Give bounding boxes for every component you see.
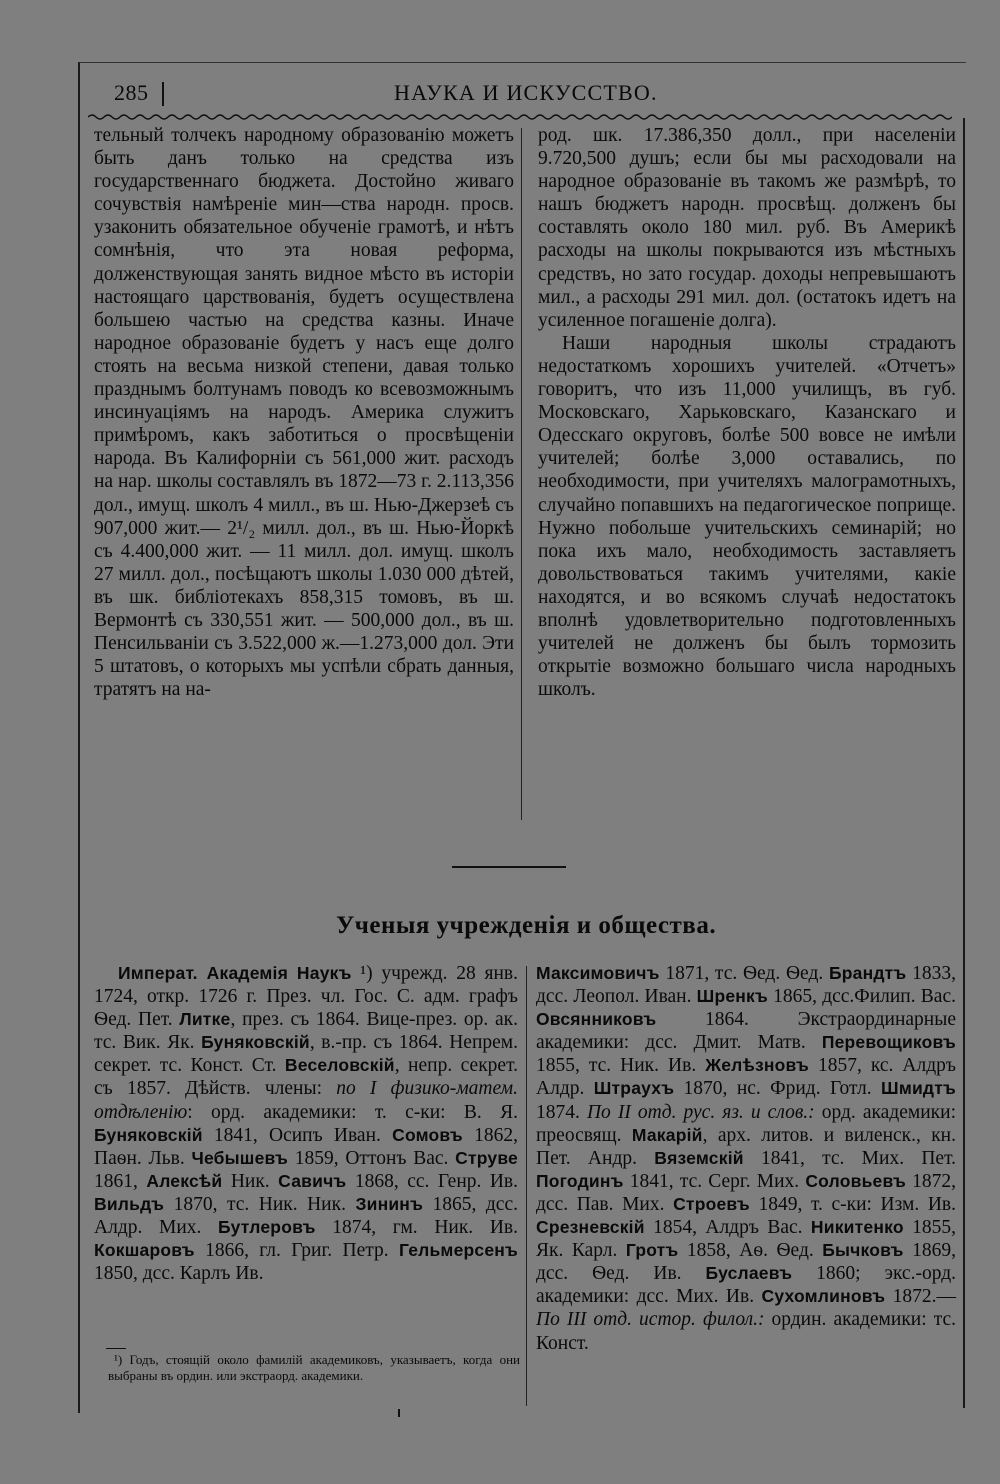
name-bold: Погодинъ (536, 1170, 624, 1191)
text-run: 1841, Осипъ Иван. (202, 1124, 393, 1146)
name-bold: Вяземскій (654, 1147, 744, 1168)
text-run: 1841, тс. Серг. Мих. (623, 1170, 806, 1192)
text-run: 1872, дсс. Пав. Мих. (536, 1170, 956, 1215)
name-bold: Зининъ (355, 1193, 424, 1214)
text-run: 1855, тс. Ник. Ив. (536, 1055, 706, 1077)
page-right-rule (963, 118, 965, 1408)
name-bold: Шренкъ (696, 986, 768, 1007)
section-heading: Ученыя учрежденія и общества. (335, 912, 717, 939)
name-bold: Овсянниковъ (536, 1009, 657, 1030)
footnote-text: ¹) Годъ, стоящій около фамилій академиковъ, указываетъ, когда они выбраны въ ордин. или экстраорд. академики. (108, 1352, 520, 1383)
text-run: 1849, т. с-ки: Изм. Ив. (749, 1193, 957, 1215)
page-number: 285 (114, 80, 149, 105)
text-run: 1833, дсс. Леопол. Иван. (536, 963, 957, 1008)
section-italic: По II отд. рус. яз. и слов.: (586, 1101, 815, 1123)
text-run: ¹) учрежд. 28 янв. 1724, откр. 1726 г. През. чл. Гос. С. адм. графъ Ѳед. Пет. (94, 963, 518, 1031)
name-bold: Строевъ (673, 1193, 750, 1214)
text-run: 1868, сс. Генр. Ив. (346, 1170, 519, 1192)
bottom-right-column (536, 962, 956, 1355)
paragraph (536, 962, 956, 1355)
text-run: 1862, Паѳн. Льв. (94, 1124, 518, 1169)
text-run: ордин. академики: тс. Конст. (536, 1309, 956, 1354)
top-right-column (538, 124, 956, 701)
footnote-rule (106, 1348, 126, 1349)
text-run: 1874. (536, 1101, 587, 1123)
running-title: НАУКА И ИСКУССТВО. (394, 80, 658, 105)
text-run: , в.-пр. съ 1864. Непрем. секрет. тс. Конст. Ст. (94, 1032, 519, 1077)
text-run: , непр. секрет. съ 1857. Дѣйств. члены: (94, 1055, 518, 1100)
name-bold: Никитенко (810, 1217, 904, 1238)
name-bold: Желѣзновъ (705, 1055, 810, 1076)
name-bold: Макарій (631, 1124, 703, 1145)
name-bold: Сухомлиновъ (761, 1286, 886, 1307)
text-run: 1865, дсс. Алдр. Мих. (94, 1193, 518, 1239)
name-bold: Соловьевъ (805, 1170, 906, 1191)
text-run: 1870, тс. Ник. Ник. (164, 1193, 356, 1215)
text-run: : орд. академики: т. с-ки: В. Я. (187, 1101, 518, 1123)
paragraph (94, 962, 518, 1285)
text-run: 1861, (94, 1170, 147, 1192)
name-bold: Буслаевъ (705, 1263, 793, 1284)
section-separator (452, 866, 566, 868)
name-bold: Савичъ (278, 1170, 347, 1191)
text-run: 1859, Оттонъ Вас. (288, 1147, 456, 1169)
top-left-column (94, 124, 514, 701)
section-italic: по I физико-матем. отдѣленію (94, 1078, 518, 1123)
paragraph: тельный толчекъ народному образованію можетъ быть данъ только на средства изъ государственнаго бюджета. Достойно живаго сочувствія намѣреніе мин—ства народн. просв. узаконить обязательное обученіе грамотѣ, и нѣтъ сомнѣнія, что эта новая реформа, долженствующая занять видное мѣсто въ исторіи настоящаго царствованія, будетъ осуществлена большею частью на средства казны. Иначе народное образованіе будетъ у насъ еще долго стоять на весьма низкой степени, давая только празднымъ болтунамъ поводъ ко всевозможнымъ инсинуаціямъ на народъ. Америка служитъ примѣромъ, какъ заботиться о просвѣщеніи народа. Въ Калифорніи съ 561,000 жит. расходъ на нар. школы составлялъ въ 1872—73 г. 2.113,356 дол., имущ. школъ 4 милл., въ ш. Нью-Джерзеѣ съ 907,000 жит.— 2¹/₂ милл. дол., въ ш. Нью-Йоркѣ съ 4.400,000 жит. — 11 милл. дол. имущ. школъ 27 милл. дол., посѣщаютъ школы 1.030 000 дѣтей, въ шк. библіотекахъ 858,315 томовъ, въ ш. Вермонтѣ съ 330,551 жит. — 500,000 дол., въ ш. Пенсильваніи съ 3.522,000 ж.—1.273,000 дол. Эти 5 штатовъ, о которыхъ мы успѣли сбрать данныя, тратятъ на на- (94, 125, 514, 701)
name-bold: Веселовскій (284, 1055, 395, 1076)
name-bold: Шмидтъ (881, 1078, 956, 1099)
name-bold: Перевощиковъ (821, 1032, 956, 1053)
name-bold: Кокшаровъ (94, 1240, 195, 1261)
text-run: Ник. (222, 1170, 279, 1192)
name-bold: Максимовичъ (536, 963, 660, 983)
paragraph: Наши народныя школы страдаютъ недостаткомъ хорошихъ учителей. «Отчетъ» говоритъ, что изъ 11,000 училищъ, въ губ. Московскаго, Харьковскаго, Казанскаго и Одесскаго округовъ, болѣе 500 вовсе не имѣли учителей; болѣе 3,000 оставались, по необходимости, при учителяхъ малограмотныхъ, случайно попавшихъ на педагогическое поприще. Нужно побольше учительскихъ семинарій; но пока ихъ мало, необходимость заставляетъ довольствоваться такимъ учителями, какіе находятся, и во всякомъ случаѣ недостатокъ вполнѣ удовлетворительно подготовленныхъ учителей не долженъ бы былъ тормозить открытіе возможно большаго числа народныхъ школъ. (538, 332, 956, 701)
text-run: 1860; экс.-орд. академики: дсс. Мих. Ив. (536, 1263, 956, 1308)
text-run: , арх. литов. и виленск., кн. Пет. Андр. (536, 1124, 956, 1169)
name-bold: Гротъ (625, 1240, 679, 1261)
text-run: 1869, дсс. Ѳед. Ив. (536, 1240, 957, 1285)
text-run: 1870, нс. Фрид. Готл. (674, 1078, 882, 1100)
text-run: 1850, дсс. Карлъ Ив. (94, 1263, 264, 1285)
text-run: 1854, Алдръ Вас. (644, 1217, 811, 1239)
text-run: 1858, Аѳ. Ѳед. (678, 1240, 823, 1262)
name-bold: Чебышевъ (191, 1147, 289, 1168)
name-bold: Литке (179, 1009, 231, 1030)
name-bold: Буняковскій (94, 1124, 203, 1145)
column-divider (526, 966, 527, 1406)
page-header (78, 78, 964, 110)
name-bold: Императ. Академія Наукъ (118, 963, 352, 983)
bottom-left-column (94, 962, 518, 1285)
text-run: 1874, гм. Ник. Ив. (315, 1217, 518, 1239)
column-divider (521, 128, 522, 820)
header-wavy-rule (88, 112, 952, 122)
name-bold: Брандтъ (828, 963, 907, 983)
page-number-bracket (162, 82, 164, 106)
section-italic: По III отд. истор. филол.: (536, 1309, 765, 1331)
name-bold: Сомовъ (392, 1124, 463, 1145)
text-run: 1866, гл. Григ. Петр. (194, 1240, 399, 1262)
text-run: 1871, тс. Ѳед. Ѳед. (659, 963, 829, 984)
text-run: , през. съ 1864. Вице-през. ор. ак. тс. Вик. Як. (94, 1009, 518, 1054)
name-bold: Штраухъ (593, 1078, 675, 1099)
name-bold: Срезневскій (536, 1217, 645, 1238)
name-bold: Буняковскій (201, 1032, 310, 1053)
name-bold: Бутлеровъ (218, 1217, 316, 1238)
text-run: орд. академики: преосвящ. (536, 1101, 956, 1146)
text-run: 1864. Экстраординарные академики: дсс. Дмит. Матв. (536, 1009, 956, 1054)
text-run: 1855, Як. Карл. (536, 1217, 957, 1262)
name-bold: Вильдъ (94, 1193, 165, 1214)
name-bold: Струве (455, 1147, 518, 1168)
text-run: 1865, дсс.Филип. Вас. (767, 986, 956, 1008)
text-run: 1857, кс. Алдръ Алдр. (536, 1055, 956, 1100)
name-bold: Бычковъ (822, 1240, 904, 1261)
printer-mark (398, 1409, 400, 1417)
text-run: 1872.— (885, 1286, 957, 1308)
name-bold: Гельмерсенъ (398, 1240, 518, 1261)
text-run: 1841, тс. Мих. Пет. (743, 1147, 957, 1169)
paragraph: род. шк. 17.386,350 долл., при населеніи 9.720,500 душъ; если бы мы расходовали на народное образованіе въ такомъ же размѣрѣ, то нашъ бюджетъ народн. просвѣщ. долженъ бы составлять около 180 мил. руб. Въ Америкѣ расходы на школы покрываются изъ мѣстныхъ средствъ, но зато государ. доходы непревышаютъ мил., а расходы 291 мил. дол. (остатокъ идетъ на усиленное погашеніе долга). (538, 125, 956, 331)
footnote (108, 1352, 520, 1383)
name-bold: Алексѣй (146, 1170, 223, 1191)
